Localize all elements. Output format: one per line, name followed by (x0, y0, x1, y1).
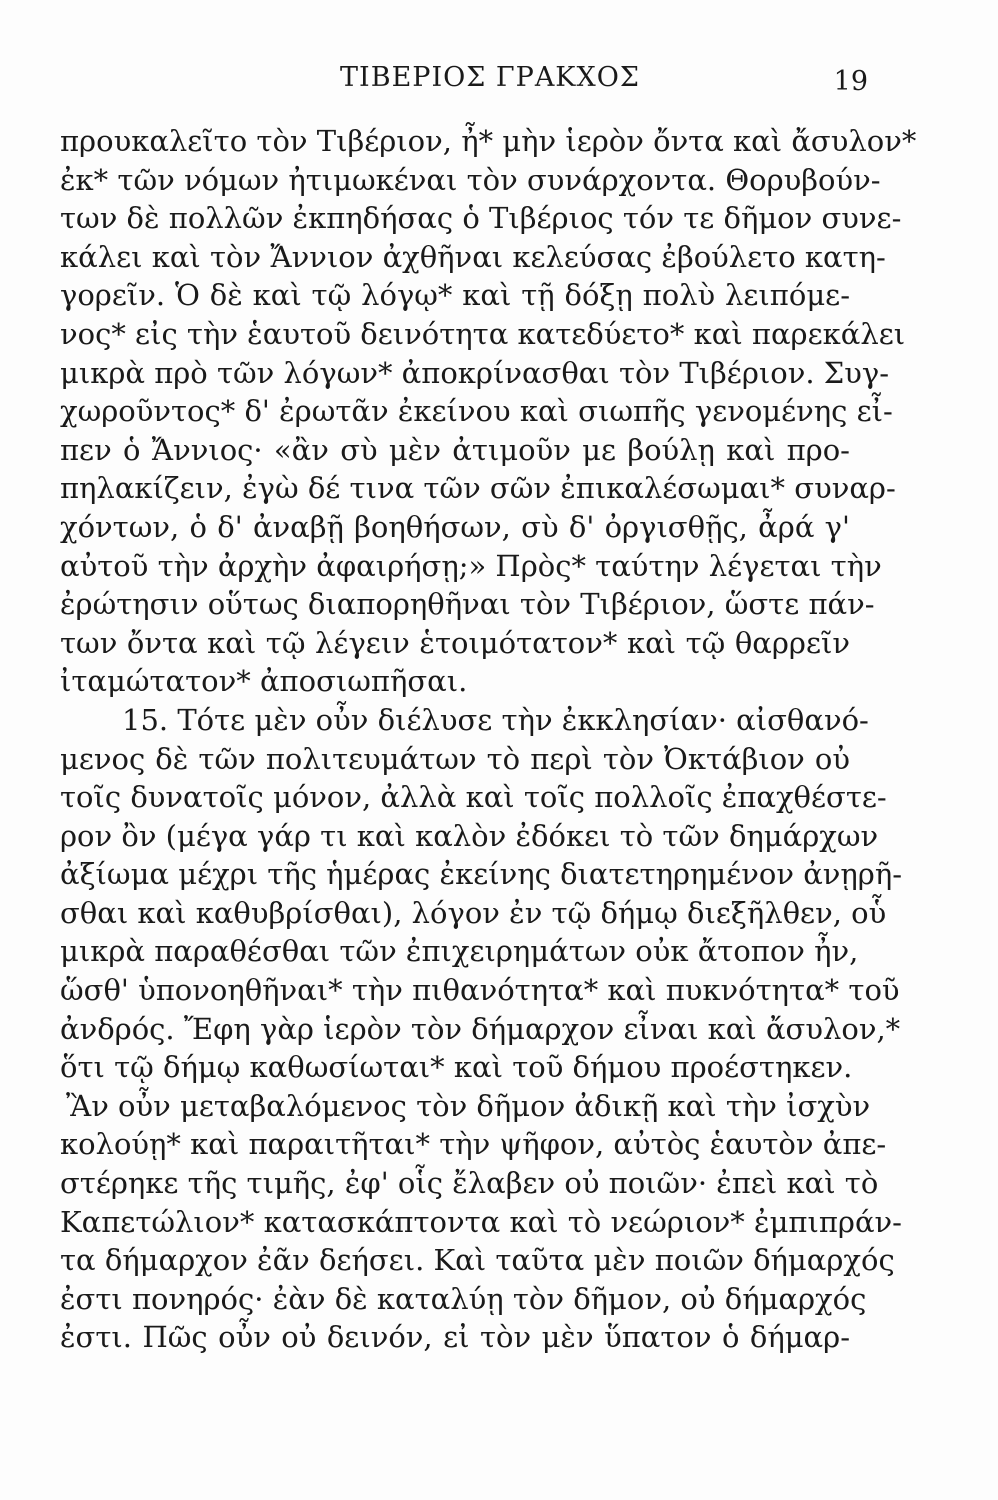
text-line: των δὲ πολλῶν ἐκπηδήσας ὁ Τιβέριος τόν τε δῆμον συνε- (60, 201, 902, 236)
text-line: γορεῖν. Ὁ δὲ καὶ τῷ λόγῳ* καὶ τῇ δόξῃ πολὺ λειπόμε- (60, 278, 850, 313)
text-line: ἐστι. Πῶς οὖν οὐ δεινόν, εἰ τὸν μὲν ὕπατον ὁ δήμαρ- (60, 1320, 850, 1355)
text-line: προυκαλεῖτο τὸν Τιβέριον, ἦ* μὴν ἱερὸν ὄντα καὶ ἄσυλον* (60, 124, 917, 158)
text-line: Καπετώλιον* κατασκάπτοντα καὶ τὸ νεώριον* ἐμπιπράν- (60, 1204, 902, 1239)
running-head (0, 62, 998, 102)
text-line: ἀνδρός. Ἔφη γὰρ ἱερὸν τὸν δήμαρχον εἶναι καὶ ἄσυλον,* (60, 1011, 901, 1046)
text-line: τοῖς δυνατοῖς μόνον, ἀλλὰ καὶ τοῖς πολλοῖς ἐπαχθέστε- (60, 780, 887, 815)
page-number: 19 (833, 66, 868, 97)
paragraph-end-line: ἰταμώτατον* ἀποσιωπῆσαι. (60, 664, 468, 699)
running-head-title: ΤΙΒΕΡΙΟΣ ΓΡΑΚΧΟΣ (340, 62, 640, 93)
text-line: ὥσθ' ὑπονοηθῆναι* τὴν πιθανότητα* καὶ πυκνότητα* τοῦ (60, 973, 900, 1008)
text-line: ἐκ* τῶν νόμων ἠτιμωκέναι τὸν συνάρχοντα. Θορυβούν- (60, 162, 881, 197)
text-line: ἀξίωμα μέχρι τῆς ἡμέρας ἐκείνης διατετηρημένον ἀνῃρῆ- (60, 857, 903, 892)
text-line: πεν ὁ Ἄννιος· «ἂν σὺ μὲν ἀτιμοῦν με βούλῃ καὶ προ- (60, 432, 850, 467)
text-line: αὐτοῦ τὴν ἀρχὴν ἀφαιρήσῃ;» Πρὸς* ταύτην λέγεται τὴν (60, 548, 882, 583)
text-line: ἐστι πονηρός· ἐὰν δὲ καταλύῃ τὸν δῆμον, οὐ δήμαρχός (60, 1281, 867, 1316)
text-line: ὅτι τῷ δήμῳ καθωσίωται* καὶ τοῦ δήμου προέστηκεν. (60, 1050, 853, 1085)
text-line: στέρηκε τῆς τιμῆς, ἐφ' οἷς ἔλαβεν οὐ ποιῶν· ἐπεὶ καὶ τὸ (60, 1166, 879, 1201)
text-line: νος* εἰς τὴν ἑαυτοῦ δεινότητα κατεδύετο* καὶ παρεκάλει (60, 316, 906, 351)
text-line: Ἂν οὖν μεταβαλόμενος τὸν δῆμον ἀδικῇ καὶ τὴν ἰσχὺν (66, 1088, 871, 1123)
text-line: ἐρώτησιν οὕτως διαπορηθῆναι τὸν Τιβέριον, ὥστε πάν- (60, 587, 875, 622)
body-text (60, 122, 917, 1357)
text-line: τα δήμαρχον ἐᾶν δεήσει. Καὶ ταῦτα μὲν ποιῶν δήμαρχός (60, 1243, 895, 1278)
text-line: μενος δὲ τῶν πολιτευμάτων τὸ περὶ τὸν Ὀκτάβιον οὐ (60, 741, 850, 776)
text-line: μικρὰ παραθέσθαι τῶν ἐπιχειρημάτων οὐκ ἄτοπον ἦν, (60, 934, 859, 969)
text-line: πηλακίζειν, ἐγὼ δέ τινα τῶν σῶν ἐπικαλέσωμαι* συναρ- (60, 471, 896, 506)
text-line: ρον ὂν (μέγα γάρ τι καὶ καλὸν ἐδόκει τὸ τῶν δημάρχων (60, 818, 879, 853)
text-line: χόντων, ὁ δ' ἀναβῇ βοηθήσων, σὺ δ' ὀργισθῇς, ἆρά γ' (60, 509, 850, 544)
text-line: χωροῦντος* δ' ἐρωτᾶν ἐκείνου καὶ σιωπῆς γενομένης εἶ- (60, 394, 893, 429)
text-line: κολούῃ* καὶ παραιτῆται* τὴν ψῆφον, αὐτὸς ἑαυτὸν ἀπε- (60, 1127, 887, 1162)
text-line: κάλει καὶ τὸν Ἄννιον ἀχθῆναι κελεύσας ἐβούλετο κατη- (60, 239, 886, 274)
text-line: σθαι καὶ καθυβρίσθαι), λόγον ἐν τῷ δήμῳ διεξῆλθεν, οὗ (60, 895, 887, 930)
section-start-line: 15. Τότε μὲν οὖν διέλυσε τὴν ἐκκλησίαν· αἰσθανό- (122, 702, 869, 737)
text-line: μικρὰ πρὸ τῶν λόγων* ἀποκρίνασθαι τὸν Τιβέριον. Συγ- (60, 355, 890, 390)
text-line: των ὄντα καὶ τῷ λέγειν ἑτοιμότατον* καὶ τῷ θαρρεῖν (60, 625, 850, 660)
